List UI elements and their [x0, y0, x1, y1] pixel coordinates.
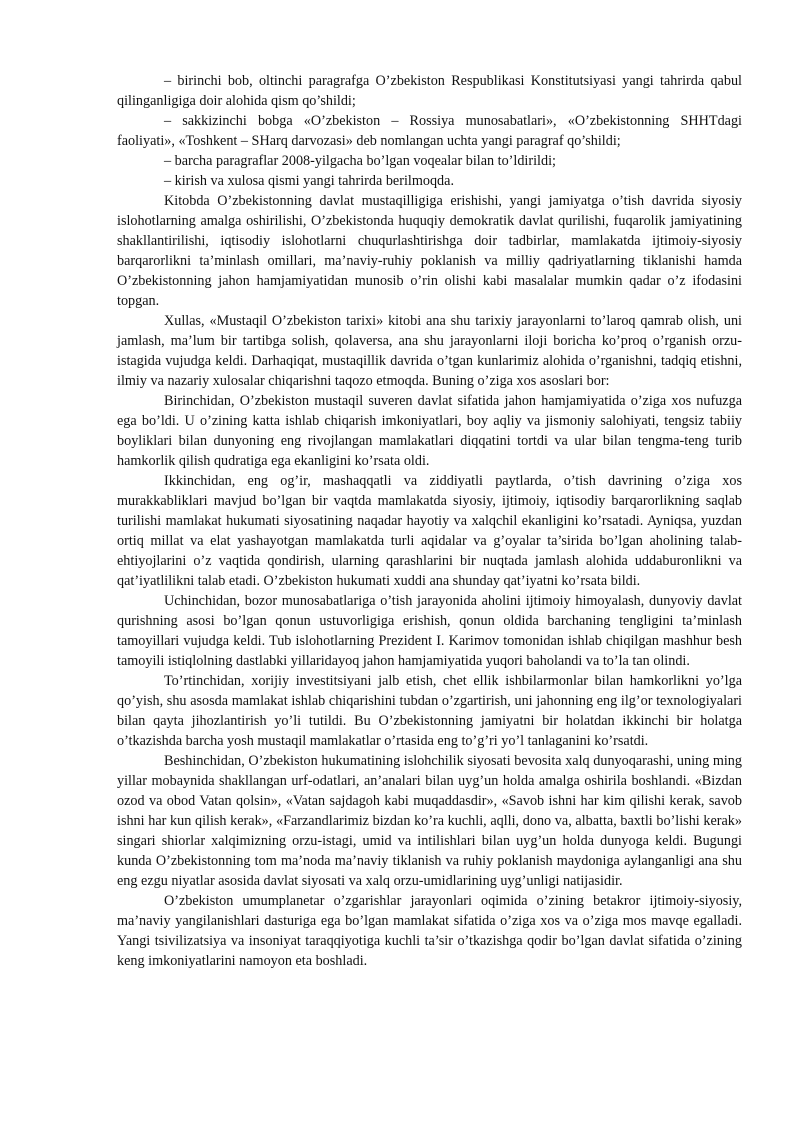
- list-item-paragraphs-updated: – barcha paragraflar 2008-yilgacha bo’lgan voqealar bilan to’ldirildi;: [164, 153, 556, 169]
- document-page: [117, 71, 742, 971]
- paragraph-second-reason: Ikkinchidan, eng og’ir, mashaqqatli va ziddiyatli paytlarda, o’tish davrining o’ziga xos murakkabliklari mavjud bo’lgan bir vaqtda mamlakatda siyosiy, ijtimoiy, iqtisodiy barqarorlikning saqlab turilishi mamlakat hukumati siyosatining naqadar hayotiy va xalqchil ekanligini ko’rsatadi. Ayniqsa, yuzdan ortiq millat va elat yashayotgan mamlakatda turli aqidalar va g’oyalar ta’sirida bo’lgan aholining talab-ehtiyojlarini o’z vaqtida qondirish, ularning qarashlarini bir nuqtada jamlash alohida uddaburonlikni va qat’iyatlilikni talab etadi. O’zbekiston hukumati xuddi ana shunday qat’iyatni ko’rsata bildi.: [117, 473, 742, 589]
- paragraph-fifth-reason: Beshinchidan, O’zbekiston hukumatining islohchilik siyosati bevosita xalq dunyoqarashi, uning ming yillar mobaynida shakllangan urf-odatlari, an’analari bilan uyg’un holda amalga oshirila boshlandi. «Bizdan ozod va obod Vatan qolsin», «Vatan sajdagoh kabi muqaddasdir», «Savob ishni har kim qilishi kerak, savob ishni har kun qilish kerak», «Farzandlarimiz bizdan ko’ra kuchli, aqlli, dono va, albatta, baxtli bo’lishi kerak» singari shiorlar xalqimizning orzu-istagi, umid va intilishlari bilan uyg’un holda dunyoga keldi. Bugungi kunda O’zbekistonning tom ma’noda ma’naviy tiklanish va ruhiy poklanish maydoniga aylanganligi ana shu eng ezgu niyatlar asosida davlat siyosati va xalq orzu-umidlarining uyg’unligi natijasidir.: [117, 753, 742, 889]
- list-item-chapter-one: – birinchi bob, oltinchi paragrafga O’zbekiston Respublikasi Konstitutsiyasi yangi tahrirda qabul qilinganligiga doir alohida qism qo’shildi;: [117, 73, 742, 109]
- paragraph-first-reason: Birinchidan, O’zbekiston mustaqil suveren davlat sifatida jahon hamjamiyatida o’ziga xos nufuzga ega bo’ldi. U o’zining katta ishlab chiqarish imkoniyatlari, boy aqliy va jismoniy salohiyati, tengsiz tabiiy boyliklari bilan dunyoning eng rivojlangan mamlakatlari diqqatini tortdi va ular bilan tengma-teng turib hamkorlik qilish qudratiga ega ekanligini ko’rsata oldi.: [117, 393, 742, 469]
- paragraph-fourth-reason: To’rtinchidan, xorijiy investitsiyani jalb etish, chet ellik ishbilarmonlar bilan hamkorlikni yo’lga qo’yish, shu asosda mamlakat ishlab chiqarishini tubdan o’zgartirish, uni jahonning eng ilg’or texnologiyalari bilan qayta jihozlantirish yo’li tutildi. Bu O’zbekistonning jamiyatni bir holatdan ikkinchi bir holatga o’tkazishda barcha yosh mustaqil mamlakatlar o’rtasida eng to’g’ri yo’l tanlaganini ko’rsatdi.: [117, 673, 742, 749]
- paragraph-book-content: Kitobda O’zbekistonning davlat mustaqilligiga erishishi, yangi jamiyatga o’tish davrida siyosiy islohotlarning amalga oshirilishi, O’zbekistonda huquqiy demokratik davlat qurilishi, fuqarolik jamiyatining shakllantirilishi, iqtisodiy islohotlarni chuqurlashtirishga doir tadbirlar, mamlakatda ijtimoiy-siyosiy barqarorlikni ta’minlash omillari, ma’naviy-ruhiy poklanish va milliy qadriyatlarning tiklanishi hamda O’zbekistonning jahon hamjamiyatidan munosib o’rin olishi kabi masalalar mumkin qadar o’z ifodasini topgan.: [117, 193, 742, 309]
- paragraph-third-reason: Uchinchidan, bozor munosabatlariga o’tish jarayonida aholini ijtimoiy himoyalash, dunyoviy davlat qurishning asosi bo’lgan qonun ustuvorligiga erishish, qonun oldida barchaning tengligini ta’minlash tamoyillari vujudga keldi. Tub islohotlarning Prezident I. Karimov tomonidan ishlab chiqilgan mashhur besh tamoyili istiqlolning dastlabki yillaridayoq jahon hamjamiyatida yuqori baholandi va to’la tan olindi.: [117, 593, 742, 669]
- list-item-intro-conclusion: – kirish va xulosa qismi yangi tahrirda berilmoqda.: [164, 173, 454, 189]
- list-item-chapter-eight: – sakkizinchi bobga «O’zbekiston – Rossiya munosabatlari», «O’zbekistonning SHHTdagi faoliyati», «Toshkent – SHarq darvozasi» deb nomlangan uchta yangi paragraf qo’shildi;: [117, 113, 742, 149]
- paragraph-summary: Xullas, «Mustaqil O’zbekiston tarixi» kitobi ana shu tarixiy jarayonlarni to’laroq qamrab olish, uni jamlash, ma’lum bir tartibga solish, qolaversa, ana shu jarayonlarni iloji boricha ko’proq o’rganish orzu-istagida vujudga keldi. Darhaqiqat, mustaqillik davrida o’tgan kunlarimiz alohida o’rganishni, tadqiq etishni, ilmiy va nazariy xulosalar chiqarishni taqozo etmoqda. Buning o’ziga xos asoslari bor:: [117, 313, 742, 389]
- paragraph-conclusion: O’zbekiston umumplanetar o’zgarishlar jarayonlari oqimida o’zining betakror ijtimoiy-siyosiy, ma’naviy yangilanishlari dasturiga ega bo’lgan mamlakat sifatida o’ziga xos va o’ziga mos mavqe egalladi. Yangi tsivilizatsiya va insoniyat taraqqiyotiga kuchli ta’sir o’tkazishga qodir bo’lgan davlat sifatida o’zining keng imkoniyatlarini namoyon eta boshladi.: [117, 893, 742, 969]
